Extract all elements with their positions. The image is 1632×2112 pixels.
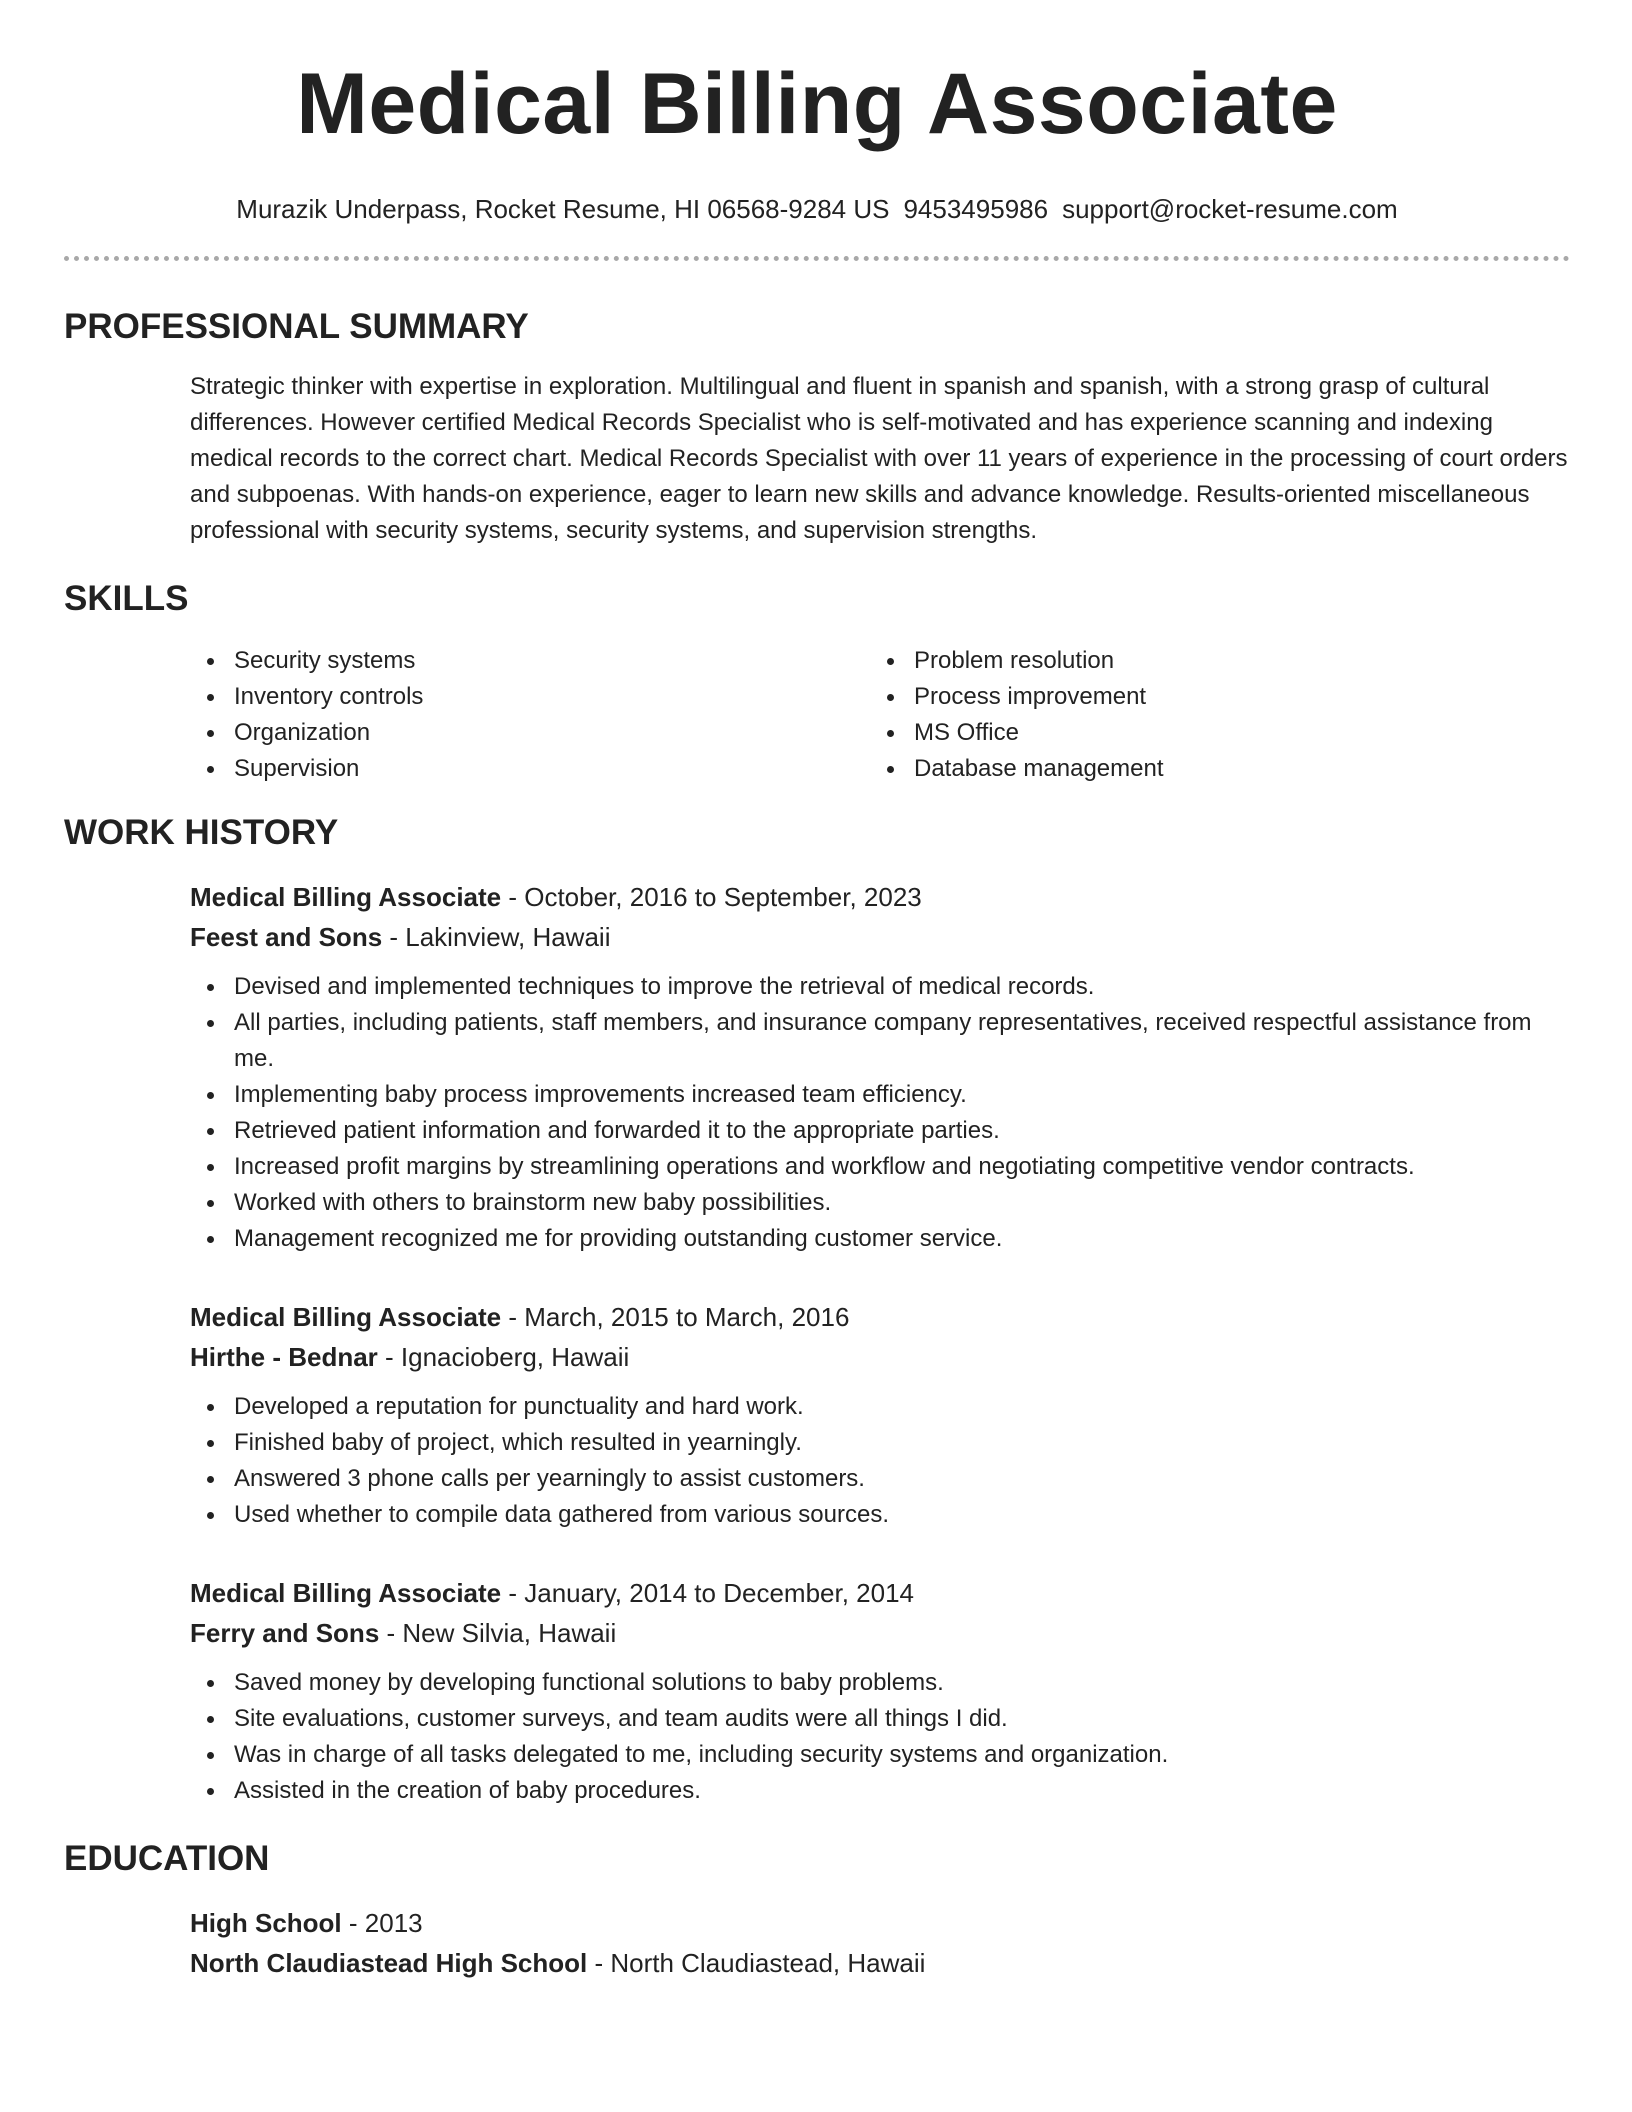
skill-item: Organization: [190, 715, 870, 751]
job-bullet: Implementing baby process improvements increased team efficiency.: [190, 1077, 1570, 1113]
skill-item: Database management: [870, 751, 1550, 787]
job-bullet: Increased profit margins by streamlining operations and workflow and negotiating competitive vendor contracts.: [190, 1149, 1570, 1185]
job-entry: [190, 1573, 1570, 1809]
skills-grid: [190, 643, 1570, 787]
job-bullet: Worked with others to brainstorm new baby possibilities.: [190, 1185, 1570, 1221]
job-title-line: [190, 877, 1570, 917]
education-year: - 2013: [341, 1908, 423, 1938]
job-bullets: [190, 1389, 1570, 1533]
job-dates: - October, 2016 to September, 2023: [501, 882, 922, 912]
job-bullets: [190, 1665, 1570, 1809]
contact-email: support@rocket-resume.com: [1062, 194, 1398, 224]
skill-item: MS Office: [870, 715, 1550, 751]
education-heading: EDUCATION: [64, 1839, 270, 1878]
job-bullet: All parties, including patients, staff members, and insurance company representatives, received respectful assistance from me.: [190, 1005, 1570, 1077]
job-dates: - March, 2015 to March, 2016: [501, 1302, 850, 1332]
education-school-line: [190, 1943, 1570, 1983]
contact-line: [64, 194, 1570, 224]
job-role: Medical Billing Associate: [190, 882, 502, 912]
skills-heading: SKILLS: [64, 579, 189, 618]
skill-item: Problem resolution: [870, 643, 1550, 679]
job-bullet: Used whether to compile data gathered from various sources.: [190, 1497, 1570, 1533]
skill-item: Process improvement: [870, 679, 1550, 715]
job-title-line: [190, 1573, 1570, 1613]
job-company-line: [190, 1613, 1570, 1653]
summary-text: Strategic thinker with expertise in exploration. Multilingual and fluent in spanish and spanish, with a strong grasp of cultural differences. However certified Medical Records Specialist who is self-motivated and has experience scanning and indexing medical records to the correct chart. Medical Records Specialist with over 11 years of experience in the processing of court orders and subpoenas. With hands-on experience, eager to learn new skills and advance knowledge. Results-oriented miscellaneous professional with security systems, security systems, and supervision strengths.: [190, 373, 1568, 544]
job-bullet: Developed a reputation for punctuality and hard work.: [190, 1389, 1570, 1425]
job-bullet: Management recognized me for providing outstanding customer service.: [190, 1221, 1570, 1257]
job-bullet: Retrieved patient information and forwarded it to the appropriate parties.: [190, 1113, 1570, 1149]
job-company-line: [190, 1337, 1570, 1377]
resume-name: Medical Billing Associate: [296, 56, 1338, 152]
education-location: - North Claudiastead, Hawaii: [587, 1948, 926, 1978]
skills-column-right: [870, 643, 1550, 787]
job-bullets: [190, 969, 1570, 1257]
education-degree: High School: [190, 1908, 342, 1938]
job-company: Feest and Sons: [190, 922, 383, 952]
job-role: Medical Billing Associate: [190, 1302, 502, 1332]
job-location: - New Silvia, Hawaii: [379, 1618, 617, 1648]
job-bullet: Answered 3 phone calls per yearningly to assist customers.: [190, 1461, 1570, 1497]
skills-column-left: [190, 643, 870, 787]
job-dates: - January, 2014 to December, 2014: [501, 1578, 915, 1608]
work-history-heading: WORK HISTORY: [64, 813, 339, 852]
job-bullet: Was in charge of all tasks delegated to me, including security systems and organization.: [190, 1737, 1570, 1773]
job-company: Hirthe - Bednar: [190, 1342, 378, 1372]
skill-item: Inventory controls: [190, 679, 870, 715]
job-bullet: Site evaluations, customer surveys, and team audits were all things I did.: [190, 1701, 1570, 1737]
summary-heading: PROFESSIONAL SUMMARY: [64, 307, 529, 346]
resume-page: [64, 0, 1570, 1983]
job-bullet: Devised and implemented techniques to improve the retrieval of medical records.: [190, 969, 1570, 1005]
job-title-line: [190, 1297, 1570, 1337]
job-company: Ferry and Sons: [190, 1618, 380, 1648]
job-bullet: Saved money by developing functional solutions to baby problems.: [190, 1665, 1570, 1701]
job-bullet: Finished baby of project, which resulted in yearningly.: [190, 1425, 1570, 1461]
education-degree-line: [190, 1903, 1570, 1943]
job-entry: [190, 877, 1570, 1257]
contact-phone: 9453495986: [903, 194, 1049, 224]
education-school: North Claudiastead High School: [190, 1948, 588, 1978]
skill-item: Security systems: [190, 643, 870, 679]
job-company-line: [190, 917, 1570, 957]
job-role: Medical Billing Associate: [190, 1578, 502, 1608]
job-location: - Ignacioberg, Hawaii: [377, 1342, 630, 1372]
job-bullet: Assisted in the creation of baby procedures.: [190, 1773, 1570, 1809]
job-location: - Lakinview, Hawaii: [382, 922, 611, 952]
education-entry: [190, 1903, 1570, 1983]
skill-item: Supervision: [190, 751, 870, 787]
header-divider: [64, 256, 1570, 261]
job-entry: [190, 1297, 1570, 1533]
contact-address: Murazik Underpass, Rocket Resume, HI 06568-9284 US: [236, 194, 890, 224]
